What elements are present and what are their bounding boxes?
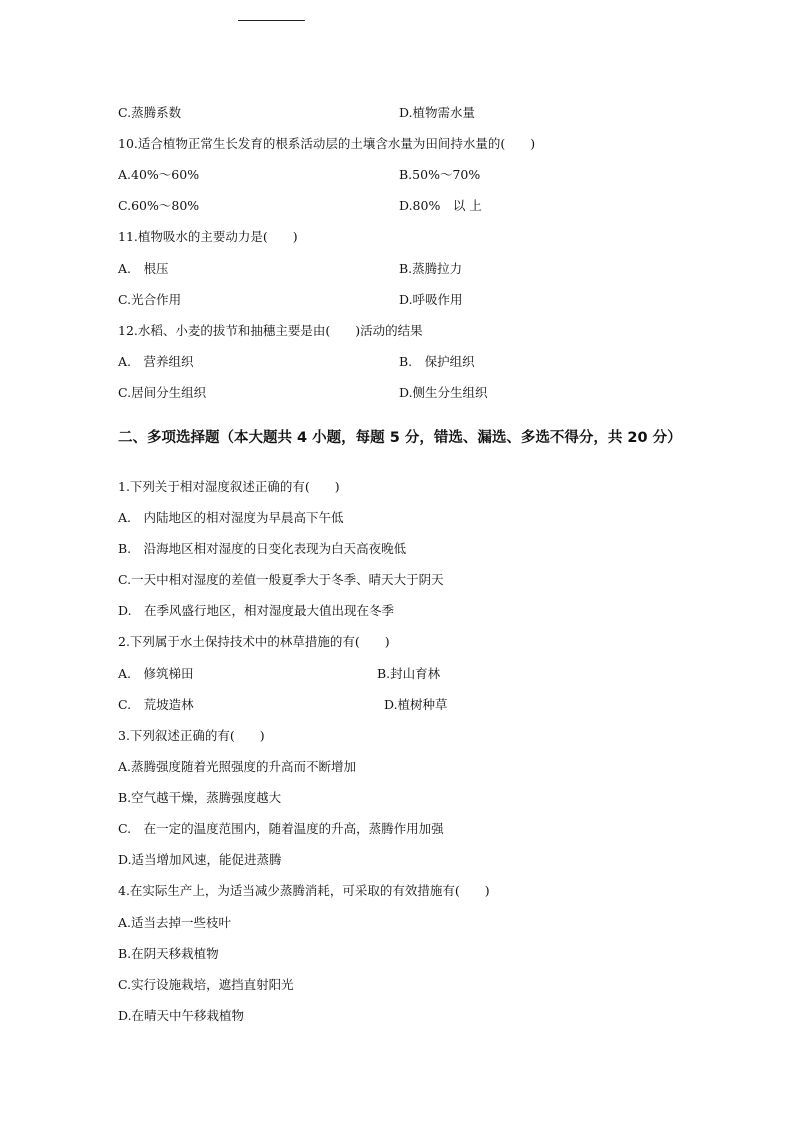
mq1-option-c: C.一天中相对湿度的差值一般夏季大于冬季、晴天大于阴天 — [118, 572, 444, 587]
mq2-option-a: A. 修筑梯田 — [118, 666, 194, 681]
q12-stem: 12.水稻、小麦的拔节和抽穗主要是由( )活动的结果 — [118, 323, 423, 338]
section-heading-multiple-choice: 二、多项选择题（本大题共 4 小题，每题 5 分，错选、漏选、多选不得分，共 20 分） — [118, 430, 682, 446]
q10-option-a: A.40%～60% — [118, 167, 200, 182]
mq3-option-a: A.蒸腾强度随着光照强度的升高而不断增加 — [118, 759, 357, 774]
mq1-option-d: D. 在季风盛行地区，相对湿度最大值出现在冬季 — [118, 603, 395, 618]
q11-option-b: B.蒸腾拉力 — [399, 261, 463, 276]
q12-options-row-2 — [118, 382, 718, 404]
mq1-stem: 1.下列关于相对湿度叙述正确的有( ) — [118, 479, 340, 494]
mq3-option-c: C. 在一定的温度范围内，随着温度的升高，蒸腾作用加强 — [118, 821, 444, 836]
q11-stem: 11.植物吸水的主要动力是( ) — [118, 229, 298, 244]
mq1-option-a: A. 内陆地区的相对湿度为早晨高下午低 — [118, 510, 344, 525]
mq3-option-d: D.适当增加风速，能促进蒸腾 — [118, 852, 282, 867]
q10-option-c: C.60%～80% — [118, 198, 200, 213]
q9-option-d: D.植物需水量 — [399, 105, 476, 120]
q12-options-row-1 — [118, 351, 718, 373]
mq4-option-a: A.适当去掉一些枝叶 — [118, 915, 232, 930]
mq2-option-c: C. 荒坡造林 — [118, 697, 194, 712]
mq2-option-b: B.封山育林 — [377, 666, 441, 681]
q12-option-a: A. 营养组织 — [118, 354, 194, 369]
q9-options-row — [118, 102, 718, 124]
q9-option-c: C.蒸腾系数 — [118, 105, 182, 120]
q12-option-b: B. 保护组织 — [399, 354, 475, 369]
mq2-options-row-2 — [118, 694, 718, 716]
q10-options-row-1 — [118, 164, 718, 186]
mq4-stem: 4.在实际生产上，为适当减少蒸腾消耗，可采取的有效措施有( ) — [118, 883, 490, 898]
q10-option-b: B.50%～70% — [399, 167, 481, 182]
q11-option-a: A. 根压 — [118, 261, 169, 276]
q11-option-c: C.光合作用 — [118, 292, 182, 307]
top-underline — [238, 20, 305, 21]
q12-option-d: D.侧生分生组织 — [399, 385, 488, 400]
mq3-stem: 3.下列叙述正确的有( ) — [118, 728, 265, 743]
mq2-option-d: D.植树种草 — [384, 697, 448, 712]
q10-stem: 10.适合植物正常生长发育的根系活动层的土壤含水量为田间持水量的( ) — [118, 136, 536, 151]
q11-options-row-1 — [118, 258, 718, 280]
mq3-option-b: B.空气越干燥，蒸腾强度越大 — [118, 790, 282, 805]
mq4-option-b: B.在阴天移栽植物 — [118, 946, 219, 961]
q10-option-d: D.80% 以 上 — [399, 198, 482, 213]
mq2-options-row-1 — [118, 663, 718, 685]
q12-option-c: C.居间分生组织 — [118, 385, 207, 400]
mq4-option-c: C.实行设施栽培，遮挡直射阳光 — [118, 977, 294, 992]
mq1-option-b: B. 沿海地区相对湿度的日变化表现为白天高夜晚低 — [118, 541, 407, 556]
q11-option-d: D.呼吸作用 — [399, 292, 463, 307]
q11-options-row-2 — [118, 289, 718, 311]
q10-options-row-2 — [118, 195, 718, 217]
mq2-stem: 2.下列属于水土保持技术中的林草措施的有( ) — [118, 634, 390, 649]
mq4-option-d: D.在晴天中午移栽植物 — [118, 1008, 245, 1023]
